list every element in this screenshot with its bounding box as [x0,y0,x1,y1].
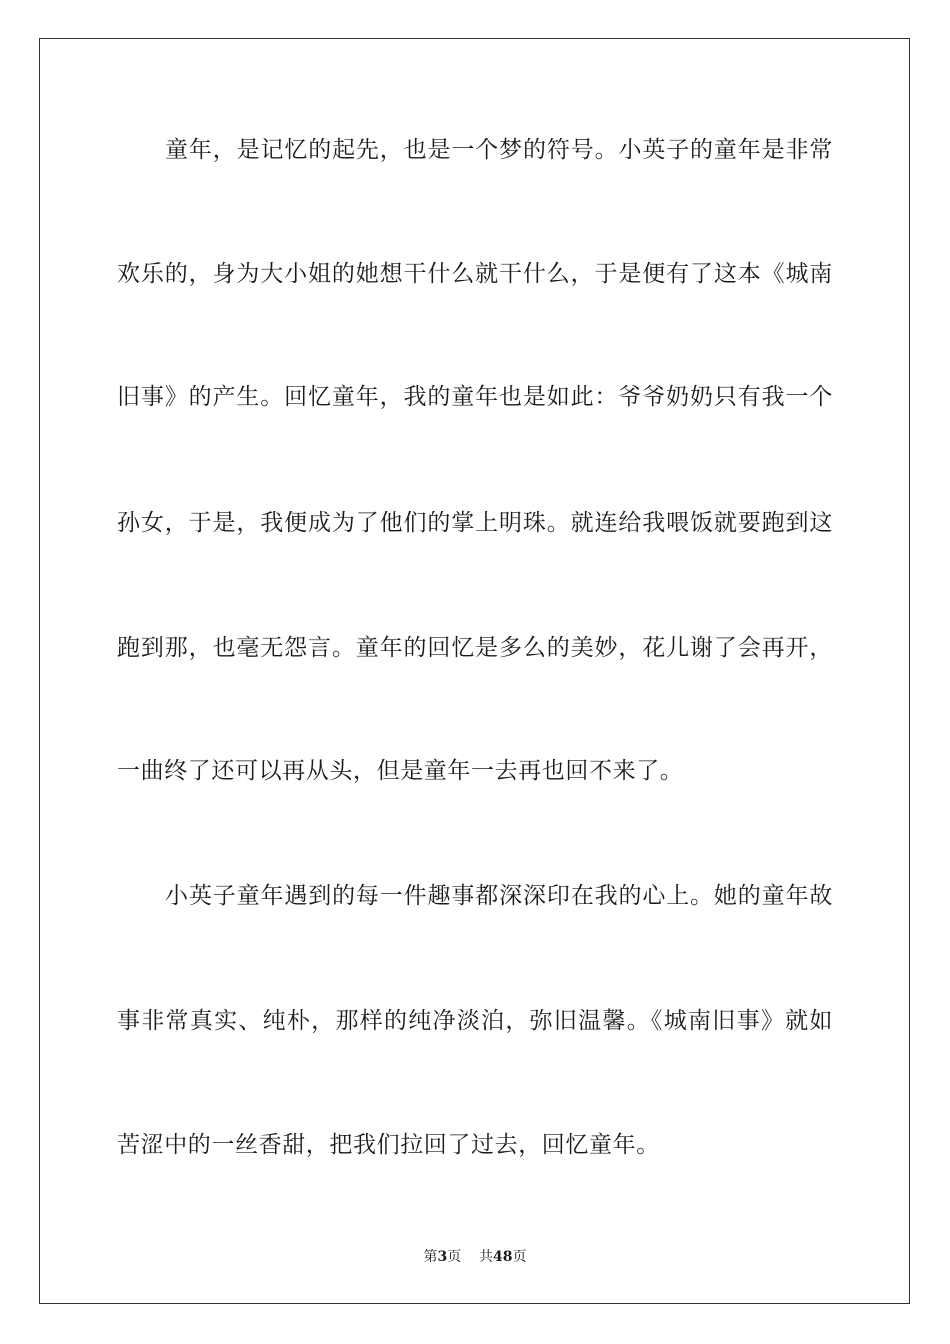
paragraph-1-line-2: 欢乐的，身为大小姐的她想干什么就干什么，于是便有了这本《城南 [117,261,833,287]
page-footer [0,1248,950,1266]
footer-total-suffix: 页 [512,1249,527,1265]
paragraph-2-line-1: 小英子童年遇到的每一件趣事都深深印在我的心上。她的童年故 [165,883,833,909]
paragraph-1-line-3: 旧事》的产生。回忆童年，我的童年也是如此：爷爷奶奶只有我一个 [117,384,833,410]
paragraph-2-line-2: 事非常真实、纯朴，那样的纯净淡泊，弥旧温馨。《城南旧事》就如 [117,1008,833,1034]
paragraph-2-line-3: 苦涩中的一丝香甜，把我们拉回了过去，回忆童年。 [117,1132,660,1158]
footer-page-number: 3 [437,1249,448,1265]
paragraph-1-line-6: 一曲终了还可以再从头，但是童年一去再也回不来了。 [117,758,684,784]
footer-total-prefix: 共 [479,1249,494,1265]
footer-total-pages: 48 [493,1249,513,1265]
page-border [39,38,910,1304]
footer-page-prefix: 第 [423,1249,438,1265]
paragraph-1-line-4: 孙女，于是，我便成为了他们的掌上明珠。就连给我喂饭就要跑到这 [117,510,833,536]
paragraph-1-line-1: 童年，是记忆的起先，也是一个梦的符号。小英子的童年是非常 [165,137,833,163]
paragraph-1-line-5: 跑到那，也毫无怨言。童年的回忆是多么的美妙，花儿谢了会再开， [117,635,833,661]
footer-page-suffix: 页 [447,1249,462,1265]
